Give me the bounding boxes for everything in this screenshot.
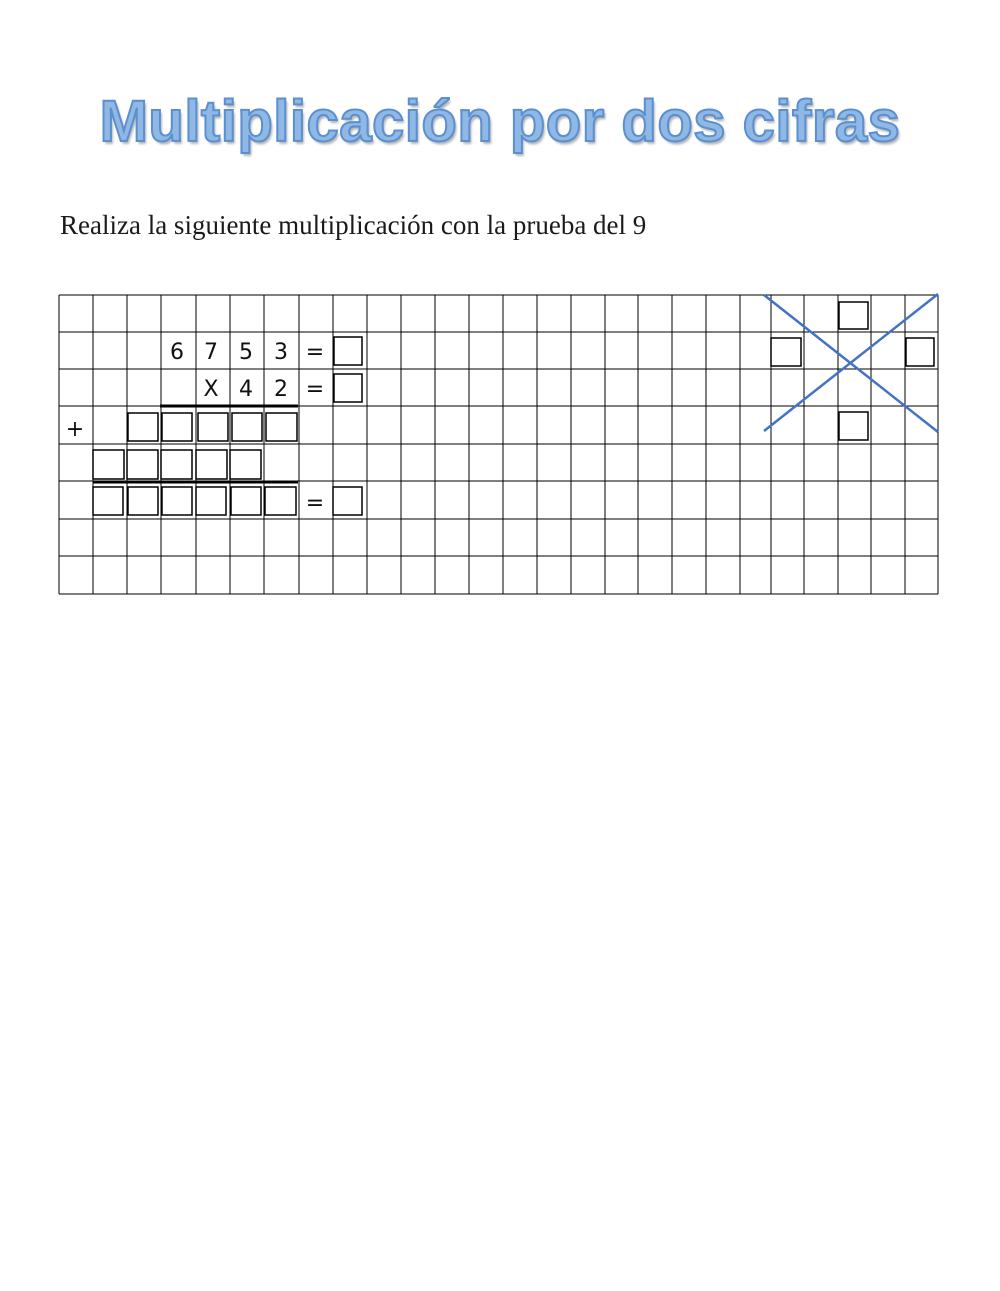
multiplicand-digit-2: 7 <box>204 340 218 365</box>
answer-box-multiplicand-nine[interactable] <box>334 337 362 365</box>
multiplicand-digit-3: 5 <box>239 340 253 365</box>
answer-box-partial2-5[interactable] <box>230 450 261 479</box>
answer-box-result-5[interactable] <box>231 487 261 515</box>
times-sign: X <box>203 377 219 402</box>
nine-proof-box-left[interactable] <box>771 338 801 366</box>
answer-box-result-6[interactable] <box>265 487 296 515</box>
nine-proof-box-right[interactable] <box>906 338 934 366</box>
answer-box-result-3[interactable] <box>162 487 192 515</box>
equals-sign-3: = <box>305 491 325 516</box>
equals-sign-1: = <box>305 340 325 365</box>
plus-sign: + <box>65 417 85 442</box>
nine-proof-box-top[interactable] <box>839 302 868 329</box>
answer-box-result-2[interactable] <box>128 487 158 515</box>
multiplier-digit-2: 2 <box>274 377 288 402</box>
multiplicand-digit-1: 6 <box>170 340 184 365</box>
answer-box-result-1[interactable] <box>93 487 123 515</box>
answer-box-result-4[interactable] <box>196 487 226 515</box>
answer-box-partial2-3[interactable] <box>161 450 192 479</box>
answer-box-partial1-5[interactable] <box>266 413 297 441</box>
grid-lines <box>59 295 938 594</box>
instruction-text: Realiza la siguiente multiplicación con la prueba del 9 <box>60 210 647 240</box>
page-title: Multiplicación por dos cifras <box>99 89 901 154</box>
multiplicand-digit-4: 3 <box>274 340 288 365</box>
answer-box-result-nine[interactable] <box>333 487 362 515</box>
multiplier-digit-1: 4 <box>239 377 253 402</box>
answer-box-partial2-2[interactable] <box>127 450 158 479</box>
answer-box-partial1-4[interactable] <box>232 413 262 441</box>
answer-box-partial1-2[interactable] <box>162 413 192 441</box>
nine-proof-box-bottom[interactable] <box>839 412 868 440</box>
answer-box-partial1-3[interactable] <box>198 413 228 441</box>
answer-box-partial2-4[interactable] <box>196 450 227 479</box>
equals-sign-2: = <box>305 377 325 402</box>
answer-box-multiplier-nine[interactable] <box>334 374 362 402</box>
answer-box-partial1-1[interactable] <box>128 413 158 441</box>
answer-box-partial2-1[interactable] <box>93 450 124 479</box>
